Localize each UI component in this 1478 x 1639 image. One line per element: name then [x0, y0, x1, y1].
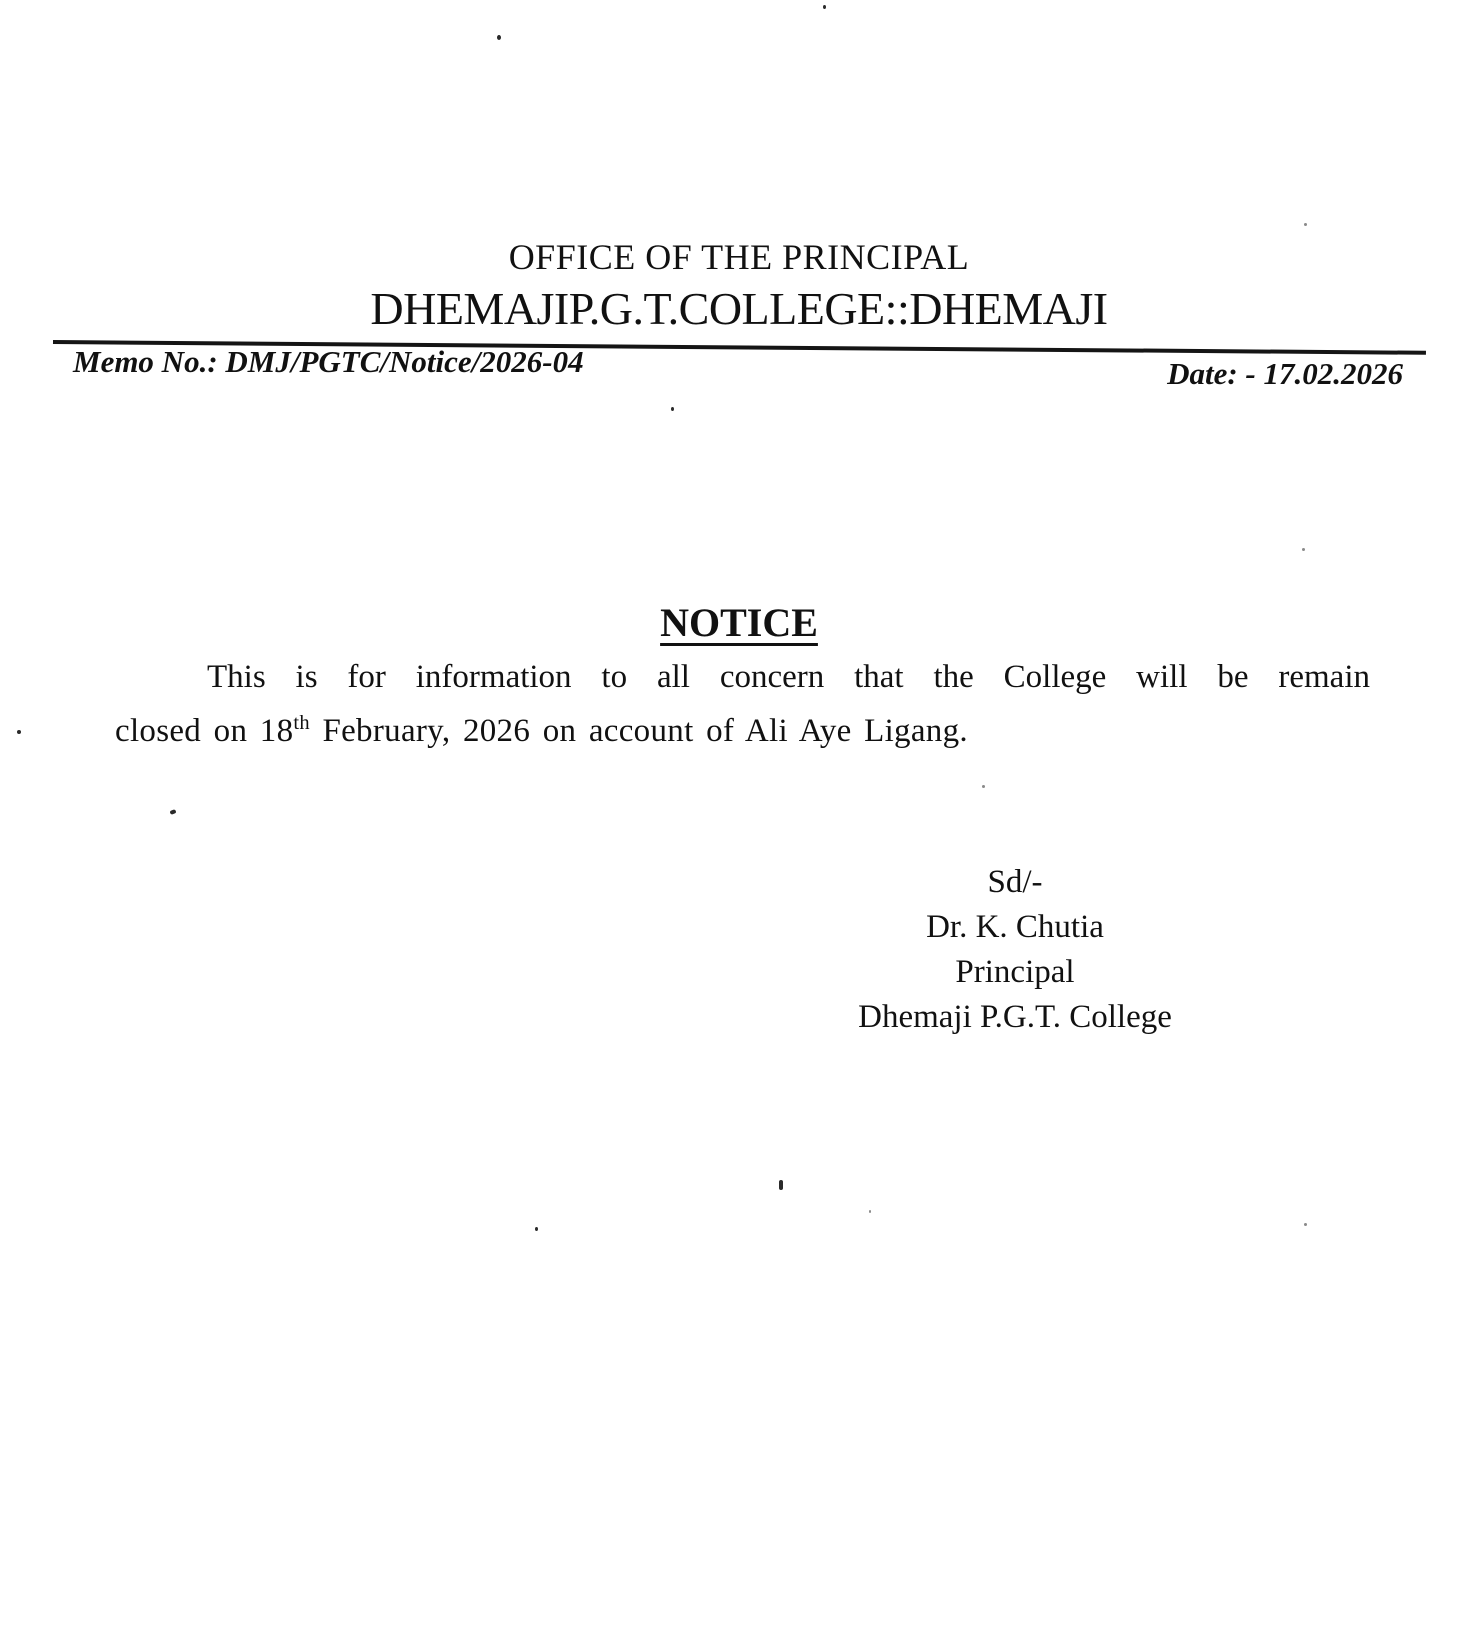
office-line: OFFICE OF THE PRINCIPAL [508, 237, 970, 277]
body-line-2 [115, 712, 968, 752]
scan-speck [671, 407, 674, 411]
signatory-name: Dr. K. Chutia [926, 909, 1104, 945]
scan-speck [1302, 548, 1305, 551]
scan-speck [823, 5, 826, 9]
scan-speck [779, 1180, 783, 1190]
scan-speck [1304, 223, 1307, 226]
scan-speck [535, 1227, 538, 1231]
notice-title-text: NOTICE [660, 599, 818, 645]
notice-title [0, 599, 1478, 645]
signature-block [765, 860, 1265, 1040]
body-line-2-end: February, 2026 on account of Ali Aye Ligang. [309, 713, 968, 749]
memo-number: Memo No.: DMJ/PGTC/Notice/2026-04 [73, 344, 584, 379]
scan-speck [169, 809, 176, 815]
body-line-2-start: closed on 18 [115, 713, 294, 749]
ordinal-superscript: th [293, 712, 310, 734]
body-line-1: This is for information to all concern that the College will be remain [207, 659, 1370, 695]
signatory-organization: Dhemaji P.G.T. College [858, 999, 1172, 1035]
college-name: DHEMAJIP.G.T.COLLEGE::DHEMAJI [370, 283, 1108, 334]
signed-mark: Sd/- [987, 864, 1043, 900]
scan-speck [497, 35, 501, 40]
document-date: Date: - 17.02.2026 [1167, 356, 1403, 391]
signatory-designation: Principal [955, 954, 1075, 990]
scan-speck [982, 785, 985, 788]
scan-speck [869, 1210, 871, 1213]
scan-speck [17, 730, 21, 734]
scan-speck [1304, 1223, 1307, 1226]
